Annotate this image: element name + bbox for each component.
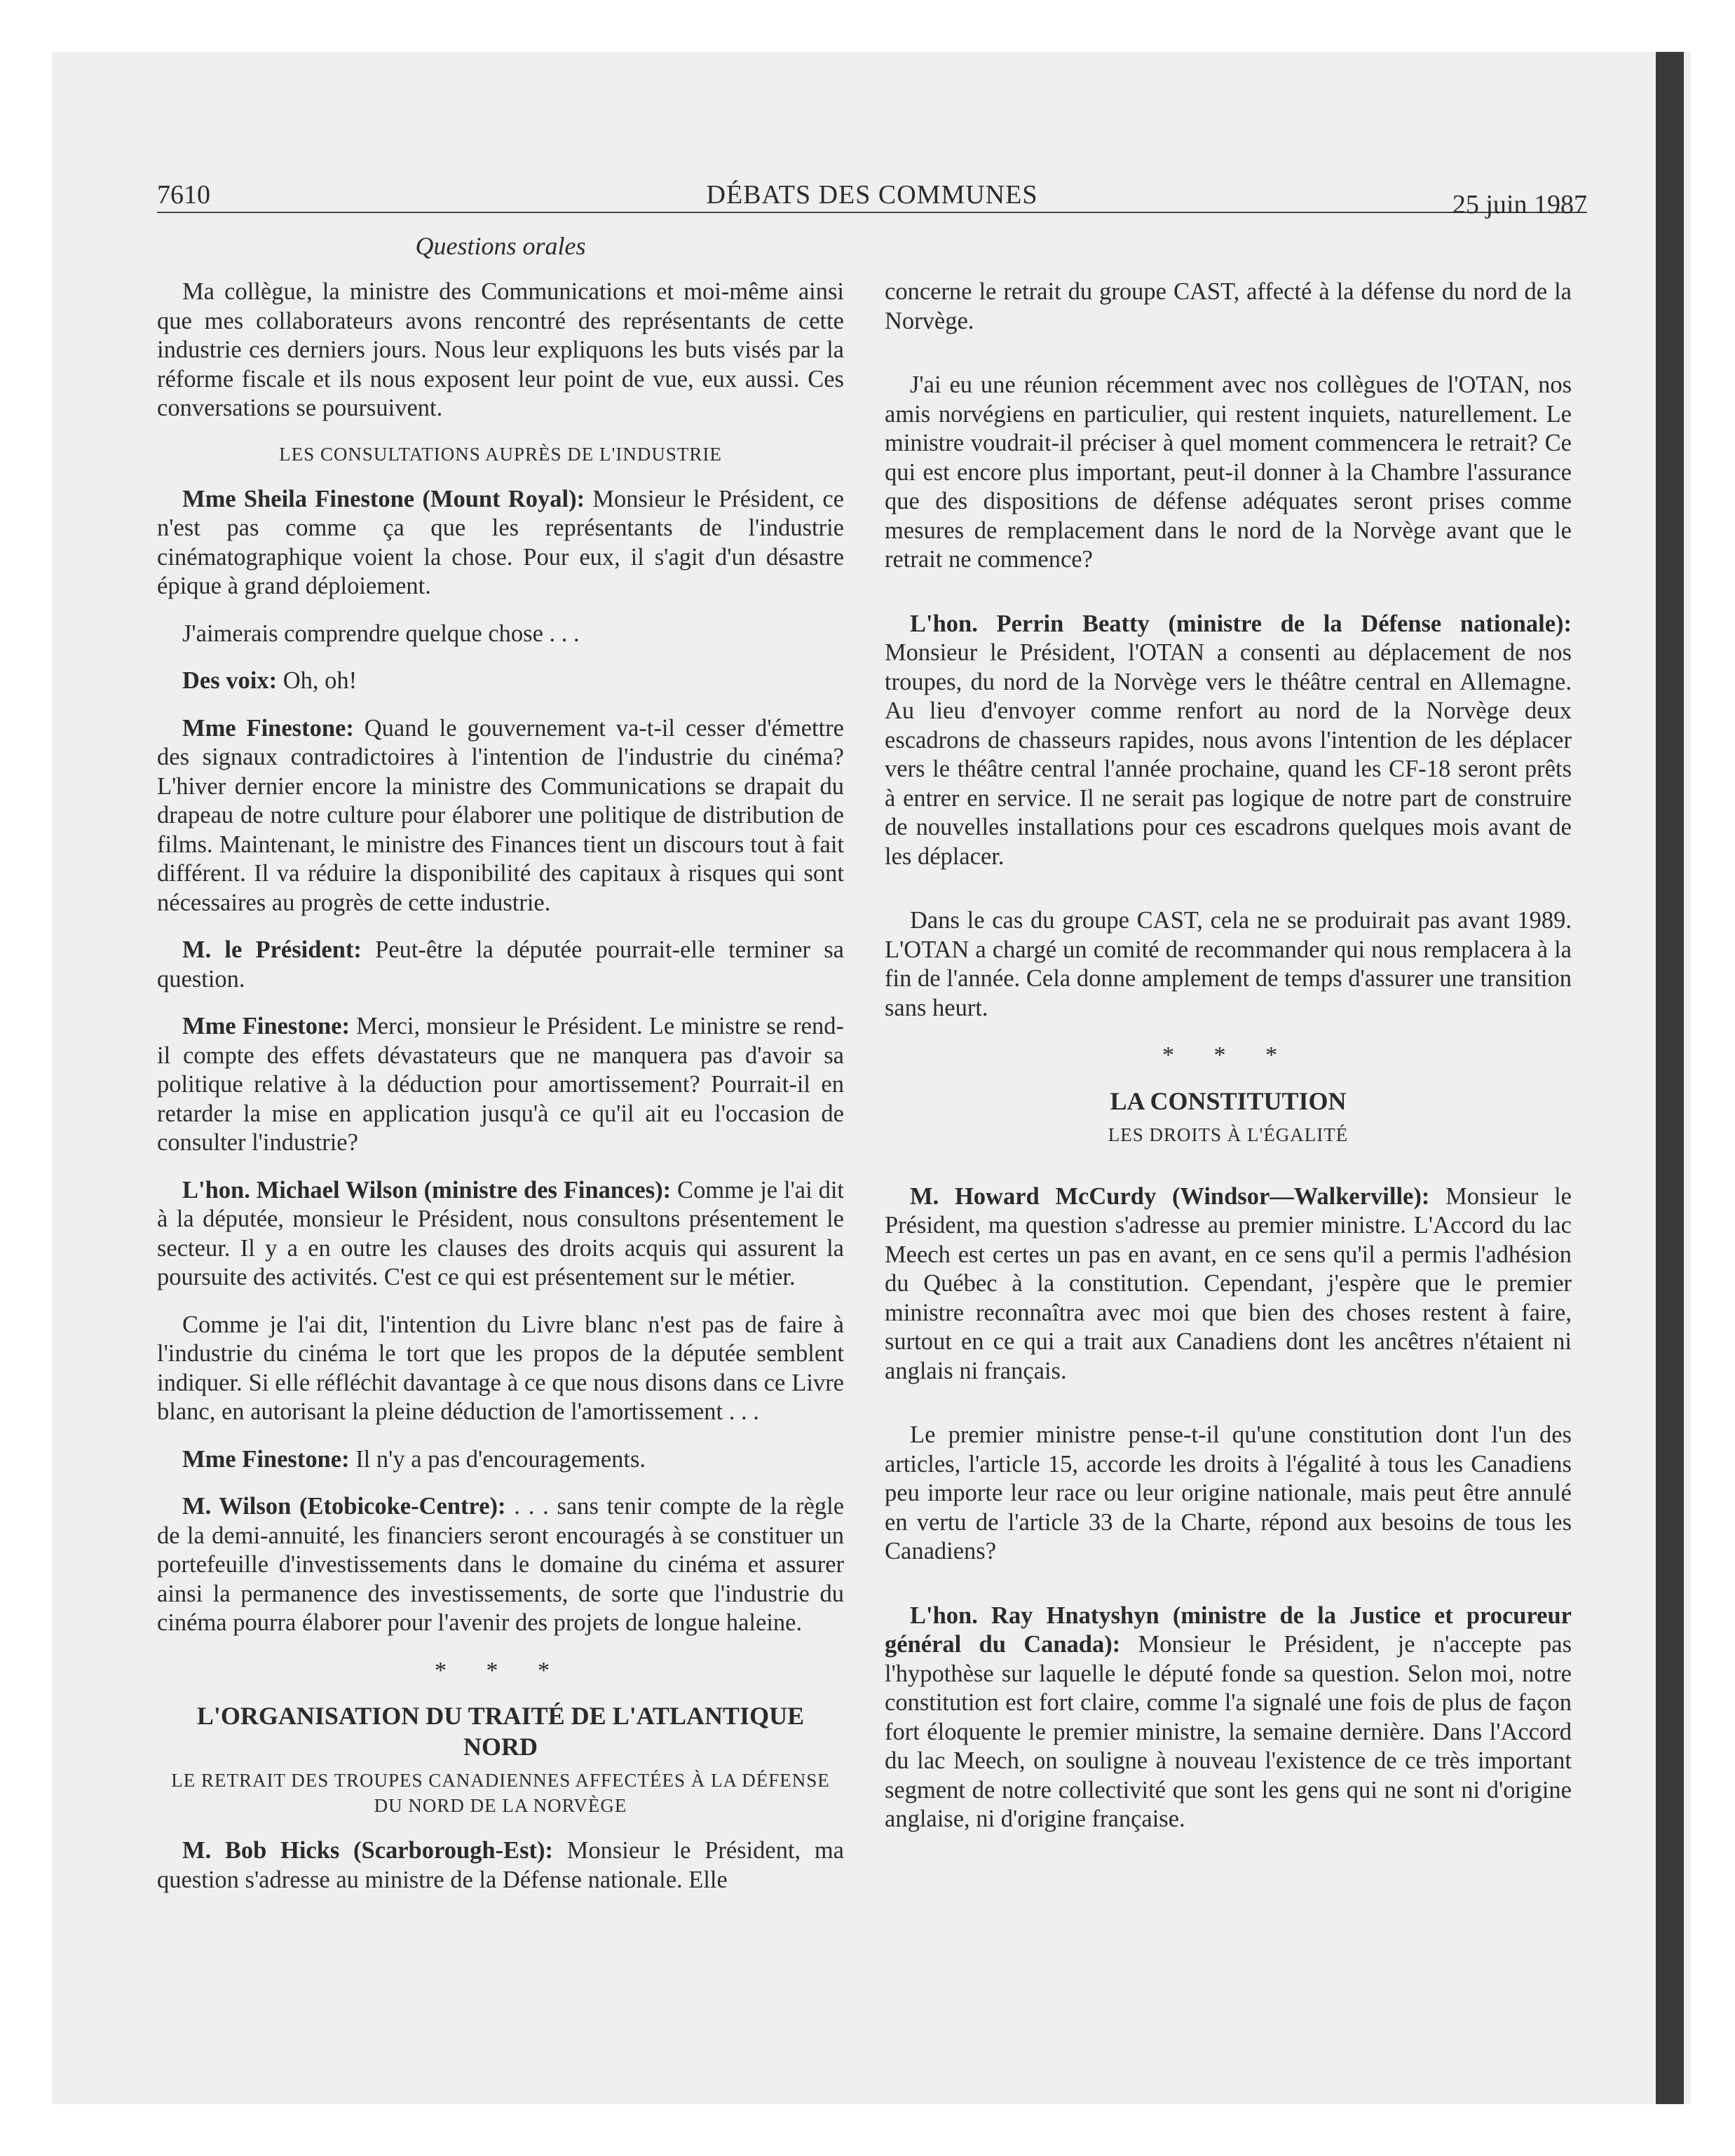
speaker-name: L'hon. Michael Wilson (ministre des Finances): [182,1176,672,1203]
speaker-name: Mme Sheila Finestone (Mount Royal): [182,485,585,512]
paragraph [157,936,844,994]
paragraph: Comme je l'ai dit, l'intention du Livre blanc n'est pas de faire à l'industrie du cinéma le tort que les propos de la députée semblent indiquer. Si elle réfléchit davantage à ce que nous disons dans ce Livre blanc, en autorisant la pleine déduction de l'amortissement . . . [157,1311,844,1425]
section-title: LA CONSTITUTION [1110,1086,1347,1115]
speaker-name: M. le Président: [182,936,362,963]
paragraph [157,1836,844,1895]
speech-text: . . . sans tenir compte de la règle de la demi-annuité, les financiers seront encouragés à se constituer un portefeuille d'investissements dans le domaine du cinéma et assurer ainsi la permanence des investissements, de sorte que l'industrie du cinéma pourra élaborer pour l'avenir des projets de longue haleine. [157,1493,845,1636]
speaker-name: M. Wilson (Etobicoke-Centre): [182,1493,506,1520]
paragraph [157,1012,844,1158]
paragraph [157,1176,844,1292]
speech-text: Monsieur le Président, ma question s'adresse au premier ministre. L'Accord du lac Meech est certes un pas en avant, en ce sens qu'il a permis l'adhésion du Québec à la constitution. Cependant, j'espère que le premier ministre reconnaîtra avec moi que bien des choses restent à faire, surtout en ce qui a trait aux Canadiens dont les ancêtres n'étaient ni anglais ni français. [885,1182,1572,1384]
paragraph: Le premier ministre pense-t-il qu'une constitution dont l'un des articles, l'article 15, accorde les droits à l'égalité à tous les Canadiens peu importe leur race ou leur origine nationale, mais peut être annulé en vertu de l'article 33 de la Charte, répond aux besoins de tous les Canadiens? [885,1421,1572,1564]
speech-text: Monsieur le Président, l'OTAN a consenti au déplacement de nos troupes, du nord de la Norvège vers le théâtre central en Allemagne. Au lieu d'envoyer comme renfort au nord de la Norvège deux escadrons de chasseurs rapides, nous avons l'intention de les déplacer vers le théâtre central l'année prochaine, quand les CF-18 seront prêts à entrer en service. Il ne serait pas logique de notre part de construire de nouvelles installations pour ces escadrons quelques mois avant de les déplacer. [885,639,1572,870]
speaker-name: L'hon. Perrin Beatty (ministre de la Défense nationale): [910,610,1572,637]
section-heading: LE RETRAIT DES TROUPES CANADIENNES AFFECTÉES À LA DÉFENSE DU NORD DE LA NORVÈGE [171,1770,830,1816]
page-header [157,177,1587,219]
speaker-name: Mme Finestone: [182,1013,351,1039]
speaker-name: Mme Finestone: [182,1445,350,1473]
paragraph [157,1492,844,1638]
left-column [157,278,844,1913]
speech-text: Peut-être la députée pourrait-elle terminer sa question. [157,936,844,992]
speech-text: Il n'y a pas d'encouragements. [349,1445,646,1473]
issue-date: 25 juin 1987 [1452,190,1587,219]
paragraph: concerne le retrait du groupe CAST, affecté à la défense du nord de la Norvège. [885,278,1572,334]
section-separator: * * * [435,1657,566,1684]
speaker-name: M. Howard McCurdy (Windsor—Walkerville): [910,1182,1430,1210]
section-heading: LES DROITS À L'ÉGALITÉ [1108,1124,1349,1145]
paragraph [885,1602,1572,1834]
paragraph [157,667,844,696]
paragraph [157,714,844,918]
section-separator: * * * [1162,1042,1294,1068]
paragraph: J'aimerais comprendre quelque chose . . . [182,620,580,647]
paragraph [157,485,844,601]
journal-title: DÉBATS DES COMMUNES [706,180,1038,210]
section-heading: LES CONSULTATIONS AUPRÈS DE L'INDUSTRIE [279,443,722,465]
right-column [885,278,1572,1853]
speech-text: Quand le gouvernement va-t-il cesser d'émettre des signaux contradictoires à l'intention de l'industrie du cinéma? L'hiver dernier encore la ministre des Communications se drapait du drapeau de notre culture pour élaborer une politique de distribution de films. Maintenant, le ministre des Finances tient un discours tout à fait différent. Il va réduire la disponibilité des capitaux à risques qui sont nécessaires au progrès de cette industrie. [157,714,844,916]
section-title: L'ORGANISATION DU TRAITÉ DE L'ATLANTIQUE NORD [196,1702,805,1761]
page-number: 7610 [157,180,210,210]
paragraph: Dans le cas du groupe CAST, cela ne se produirait pas avant 1989. L'OTAN a chargé un comité de recommander qui nous remplacera à la fin de l'année. Cela donne amplement de temps d'assurer une transition sans heurt. [885,907,1572,1021]
section-subheader: Questions orales [415,232,586,260]
paragraph [885,1182,1572,1386]
paragraph: J'ai eu une réunion récemment avec nos collègues de l'OTAN, nos amis norvégiens en particulier, qui restent inquiets, naturellement. Le ministre voudrait-il préciser à quel moment commencera le retrait? Ce qui est encore plus important, peut-il donner à la Chambre l'assurance que des dispositions de défense adéquates seront prises comme mesures de remplacement dans le nord de la Norvège avant que le retrait ne commence? [885,371,1572,573]
speech-text: Monsieur le Président, ma question s'adresse au ministre de la Défense nationale. Elle [157,1837,844,1893]
speaker-name: Des voix: [182,667,278,694]
speech-text: Merci, monsieur le Président. Le ministre se rend-il compte des effets dévastateurs que ne manquera pas d'avoir sa politique relative à la déduction pour amortissement? Pourrait-il en retarder la mise en application jusqu'à ce qu'il ait eu l'occasion de consulter l'industrie? [157,1013,844,1156]
speech-text: Comme je l'ai dit à la députée, monsieur le Président, nous consultons présentement le secteur. Il y a en outre les clauses des droits acquis qui assurent la poursuite des activités. C'est ce qui est présentement sur le métier. [157,1176,845,1290]
speaker-name: M. Bob Hicks (Scarborough-Est): [182,1837,553,1864]
paragraph [157,1445,844,1475]
speech-text: Monsieur le Président, ce n'est pas comme ça que les représentants de l'industrie cinématographique voient la chose. Pour eux, il s'agit d'un désastre épique à grand déploiement. [157,485,844,599]
paragraph [885,610,1572,872]
speaker-name: Mme Finestone: [182,714,354,742]
speech-text: Monsieur le Président, je n'accepte pas l'hypothèse sur laquelle le député fonde sa question. Selon moi, notre constitution est fort claire, comme l'a signalé une fois de plus de façon fort éloquente le premier ministre, la semaine dernière. Dans l'Accord du lac Meech, on souligne à nouveau l'existence de ce très important segment de notre collectivité que sont les gens qui ne sont ni d'origine anglaise, ni d'origine française. [885,1631,1572,1832]
speech-text: Oh, oh! [277,667,358,694]
speaker-name: L'hon. Ray Hnatyshyn (ministre de la Justice et procureur général du Canada): [885,1602,1572,1658]
scan-edge-bar [1656,52,1684,2104]
paragraph: Ma collègue, la ministre des Communications et moi-même ainsi que mes collaborateurs avons rencontré des représentants de cette industrie ces derniers jours. Nous leur expliquons les buts visés par la réforme fiscale et ils nous exposent leur point de vue, eux aussi. Ces conversations se poursuivent. [157,278,844,421]
